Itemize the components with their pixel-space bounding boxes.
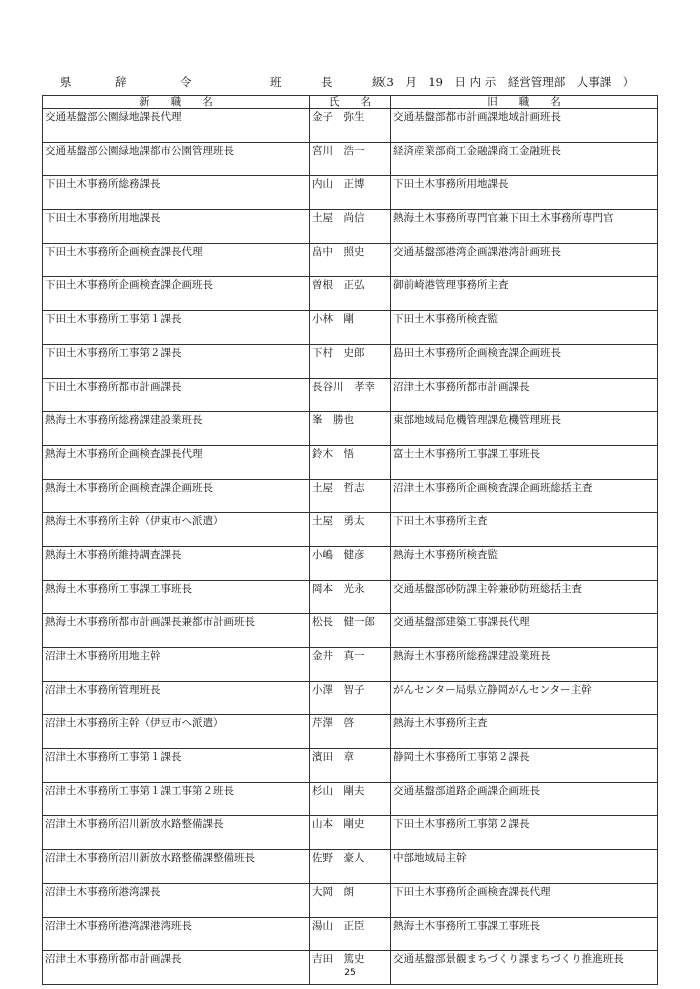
cell-old-position: 交通基盤部景観まちづくり課まちづくり推進班長	[391, 951, 658, 985]
cell-old-position: 交通基盤部都市計画課地域計画班長	[391, 109, 658, 143]
cell-old-position: 沼津土木事務所企画検査課企画班総括主査	[391, 479, 658, 513]
cell-name: 大岡 朗	[310, 883, 391, 917]
table-row	[43, 277, 658, 311]
column-header-old-position: 旧 職 名	[391, 96, 658, 109]
cell-new-position: 沼津土木事務所主幹（伊豆市へ派遣）	[43, 715, 310, 749]
cell-new-position: 沼津土木事務所港湾課港湾班長	[43, 917, 310, 951]
cell-old-position: 静岡土木事務所工事第２課長	[391, 749, 658, 783]
cell-old-position: 熱海土木事務所主査	[391, 715, 658, 749]
cell-name: 濱田 章	[310, 749, 391, 783]
header-class: 班 長 級	[270, 75, 398, 89]
table-row	[43, 378, 658, 412]
cell-old-position: 下田土木事務所工事第２課長	[391, 816, 658, 850]
cell-name: 峯 勝也	[310, 412, 391, 446]
table-row	[43, 479, 658, 513]
cell-old-position: 中部地域局主幹	[391, 850, 658, 884]
table-row	[43, 109, 658, 143]
cell-name: 土屋 尚信	[310, 210, 391, 244]
cell-new-position: 下田土木事務所用地課長	[43, 210, 310, 244]
cell-new-position: 沼津土木事務所沼川新放水路整備課整備班長	[43, 850, 310, 884]
cell-new-position: 下田土木事務所工事第１課長	[43, 311, 310, 345]
cell-new-position: 熱海土木事務所都市計画課長兼都市計画班長	[43, 614, 310, 648]
cell-old-position: 下田土木事務所主査	[391, 513, 658, 547]
header-ken: 県	[60, 75, 72, 89]
cell-name: 松長 健一郎	[310, 614, 391, 648]
cell-old-position: 島田土木事務所企画検査課企画班長	[391, 344, 658, 378]
table-row	[43, 513, 658, 547]
cell-name: 芹澤 啓	[310, 715, 391, 749]
cell-name: 内山 正博	[310, 176, 391, 210]
cell-new-position: 熱海土木事務所企画検査課企画班長	[43, 479, 310, 513]
table-row	[43, 344, 658, 378]
cell-old-position: 下田土木事務所用地課長	[391, 176, 658, 210]
table-row	[43, 445, 658, 479]
table-row	[43, 142, 658, 176]
cell-old-position: 下田土木事務所検査監	[391, 311, 658, 345]
cell-old-position: 熱海土木事務所工事課工事班長	[391, 917, 658, 951]
cell-name: 小林 剛	[310, 311, 391, 345]
cell-old-position: 熱海土木事務所専門官兼下田土木事務所専門官	[391, 210, 658, 244]
table-row	[43, 614, 658, 648]
table-row	[43, 917, 658, 951]
cell-new-position: 熱海土木事務所工事課工事班長	[43, 580, 310, 614]
table-row	[43, 580, 658, 614]
cell-new-position: 熱海土木事務所総務課建設業班長	[43, 412, 310, 446]
cell-new-position: 沼津土木事務所管理班長	[43, 681, 310, 715]
cell-name: 土屋 哲志	[310, 479, 391, 513]
table-row	[43, 546, 658, 580]
cell-name: 鈴木 悟	[310, 445, 391, 479]
cell-name: 佐野 豪人	[310, 850, 391, 884]
cell-old-position: 下田土木事務所企画検査課長代理	[391, 883, 658, 917]
table-row	[43, 883, 658, 917]
cell-name: 岡本 光永	[310, 580, 391, 614]
header-rei: 令	[180, 75, 192, 89]
header-ji: 辞	[115, 75, 127, 89]
table-row	[43, 243, 658, 277]
cell-new-position: 熱海土木事務所企画検査課長代理	[43, 445, 310, 479]
cell-new-position: 沼津土木事務所工事第１課工事第２班長	[43, 782, 310, 816]
cell-new-position: 熱海土木事務所主幹（伊東市へ派遣）	[43, 513, 310, 547]
cell-name: 湯山 正臣	[310, 917, 391, 951]
table-row	[43, 816, 658, 850]
cell-name: 宮川 浩一	[310, 142, 391, 176]
table-row	[43, 648, 658, 682]
table-row	[43, 681, 658, 715]
cell-name: 下村 史郎	[310, 344, 391, 378]
cell-old-position: 沼津土木事務所都市計画課長	[391, 378, 658, 412]
cell-old-position: 富士土木事務所工事課工事班長	[391, 445, 658, 479]
page-number: 25	[344, 968, 356, 978]
cell-new-position: 交通基盤部公園緑地課長代理	[43, 109, 310, 143]
cell-name: 金井 真一	[310, 648, 391, 682]
cell-old-position: 交通基盤部港湾企画課港湾計画班長	[391, 243, 658, 277]
cell-name: 長谷川 孝幸	[310, 378, 391, 412]
cell-new-position: 下田土木事務所企画検査課企画班長	[43, 277, 310, 311]
table-row	[43, 412, 658, 446]
header-note: （3 月 19 日 内 示 経営管理部 人事課 ）	[375, 75, 635, 89]
column-header-new-position: 新 職 名	[43, 96, 310, 109]
cell-new-position: 沼津土木事務所港湾課長	[43, 883, 310, 917]
cell-new-position: 下田土木事務所総務課長	[43, 176, 310, 210]
cell-old-position: 熱海土木事務所総務課建設業班長	[391, 648, 658, 682]
cell-name: 小澤 智子	[310, 681, 391, 715]
cell-new-position: 熱海土木事務所維持調査課長	[43, 546, 310, 580]
cell-new-position: 交通基盤部公園緑地課都市公園管理班長	[43, 142, 310, 176]
table-row	[43, 782, 658, 816]
cell-old-position: 交通基盤部道路企画課企画班長	[391, 782, 658, 816]
table-row	[43, 850, 658, 884]
table-header-row	[43, 96, 658, 109]
table-row	[43, 311, 658, 345]
cell-old-position: 熱海土木事務所検査監	[391, 546, 658, 580]
cell-old-position: 経済産業部商工金融課商工金融班長	[391, 142, 658, 176]
cell-name: 吉田 篤史	[310, 951, 391, 985]
cell-name: 杉山 剛夫	[310, 782, 391, 816]
cell-name: 小嶋 健彦	[310, 546, 391, 580]
cell-old-position: 東部地域局危機管理課危機管理班長	[391, 412, 658, 446]
table-row	[43, 749, 658, 783]
cell-name: 金子 弥生	[310, 109, 391, 143]
cell-new-position: 沼津土木事務所用地主幹	[43, 648, 310, 682]
cell-new-position: 下田土木事務所都市計画課長	[43, 378, 310, 412]
table-row	[43, 210, 658, 244]
cell-name: 曽根 正弘	[310, 277, 391, 311]
cell-old-position: 御前崎港管理事務所主査	[391, 277, 658, 311]
cell-old-position: 交通基盤部砂防課主幹兼砂防班総括主査	[391, 580, 658, 614]
cell-name: 土屋 勇太	[310, 513, 391, 547]
column-header-name: 氏 名	[310, 96, 391, 109]
cell-new-position: 沼津土木事務所沼川新放水路整備課長	[43, 816, 310, 850]
cell-new-position: 沼津土木事務所都市計画課長	[43, 951, 310, 985]
cell-new-position: 沼津土木事務所工事第１課長	[43, 749, 310, 783]
table-row	[43, 176, 658, 210]
personnel-table	[42, 95, 658, 985]
cell-name: 山本 剛史	[310, 816, 391, 850]
document-header	[60, 74, 650, 90]
table-row	[43, 715, 658, 749]
cell-old-position: 交通基盤部建築工事課長代理	[391, 614, 658, 648]
cell-new-position: 下田土木事務所工事第２課長	[43, 344, 310, 378]
cell-new-position: 下田土木事務所企画検査課長代理	[43, 243, 310, 277]
cell-name: 畠中 照史	[310, 243, 391, 277]
cell-old-position: がんセンター局県立静岡がんセンター主幹	[391, 681, 658, 715]
